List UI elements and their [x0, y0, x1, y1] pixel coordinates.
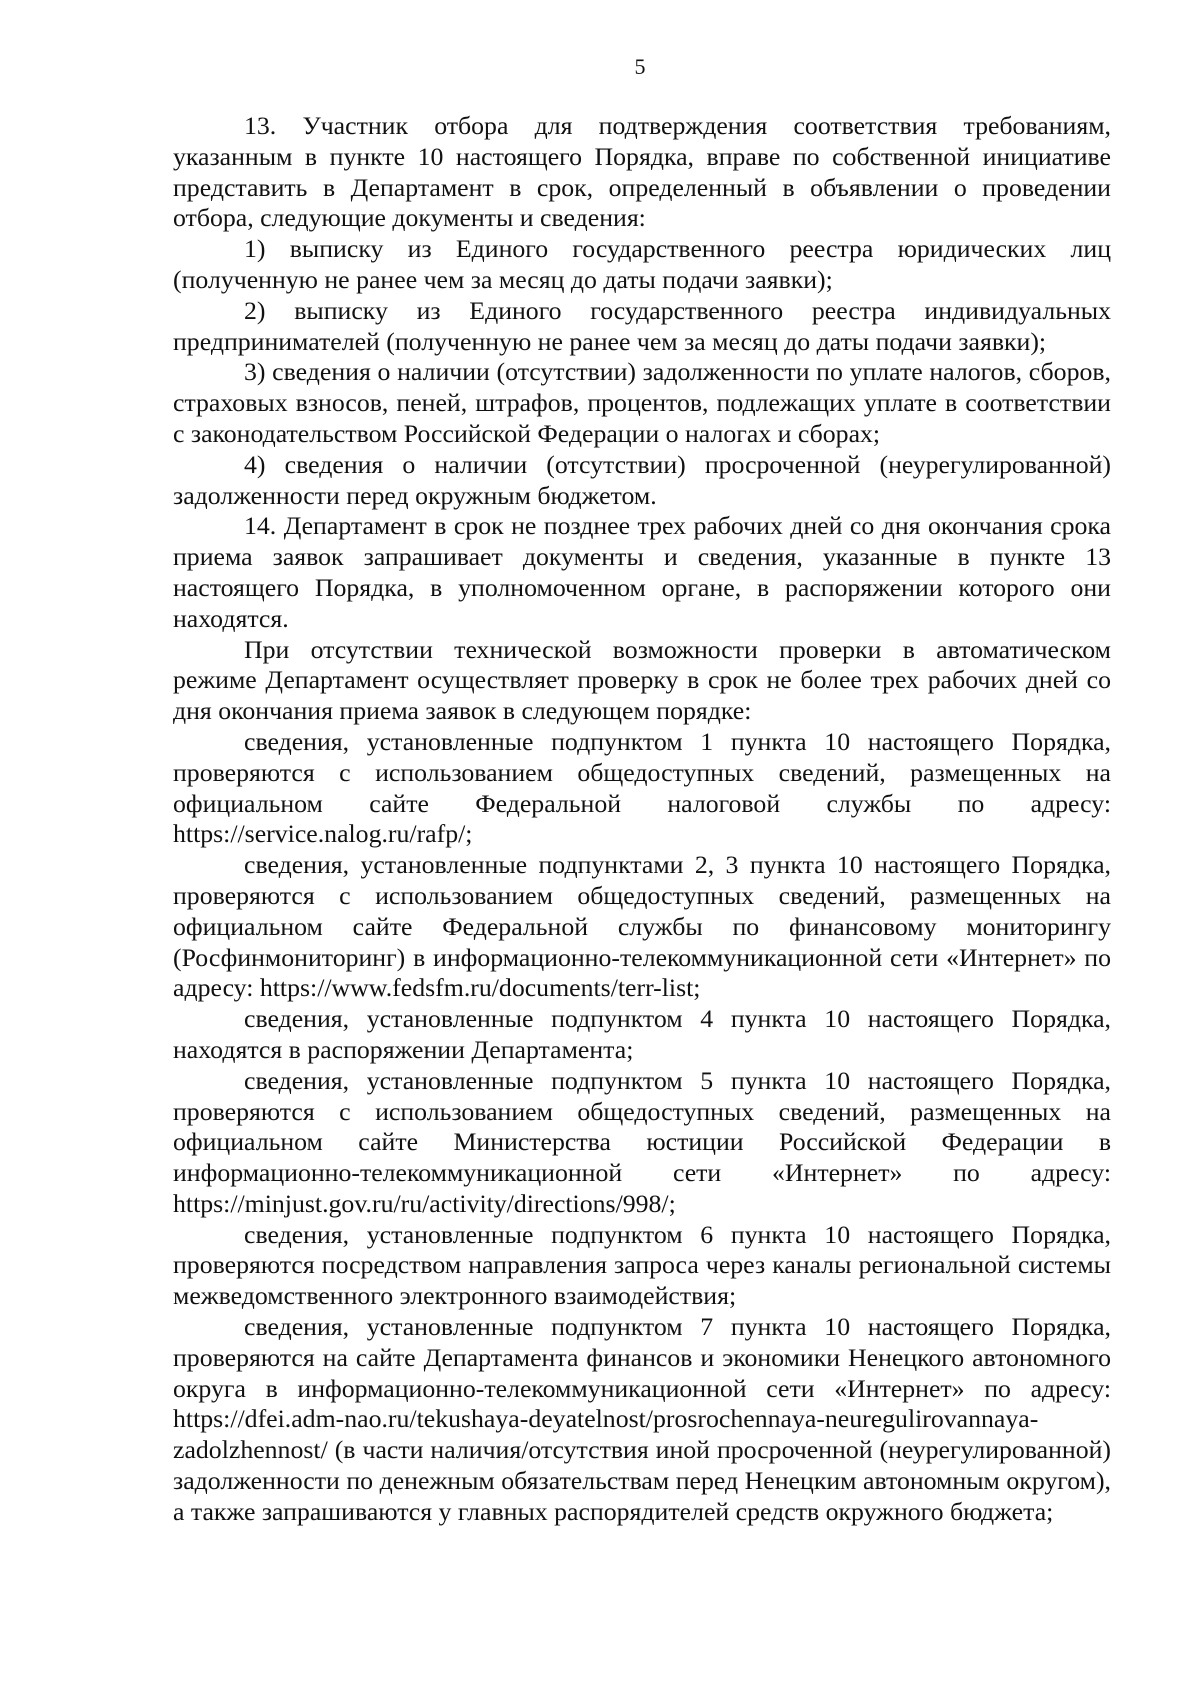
paragraph-13: 13. Участник отбора для подтверждения соответствия требованиям, указанным в пункте 10 настоящего Порядка, вправе по собственной инициативе представить в Департамент в срок, определенный в объявлении о проведении отбора, следующие документы и сведения: — [173, 111, 1111, 233]
paragraph-14-manual-check: При отсутствии технической возможности проверки в автоматическом режиме Департамент осуществляет проверку в срок не более трех рабочих дней со дня окончания приема заявок в следующем порядке: — [173, 634, 1111, 726]
paragraph-check-subitem-7: сведения, установленные подпунктом 7 пункта 10 настоящего Порядка, проверяются на сайте Департамента финансов и экономики Ненецкого автономного округа в информационно-телекоммуникационной сети «Интернет» по адресу: https://dfei.adm-nao.ru/tekushaya-deyatelnost/prosrochennaya-neuregulirovannaya-zadolzhennost/ (в части наличия/отсутствия иной просроченной (неурегулированной) задолженности по денежным обязательствам перед Ненецким автономным округом), а также запрашиваются у главных распорядителей средств окружного бюджета; — [173, 1312, 1111, 1526]
paragraph-13-item-1: 1) выписку из Единого государственного реестра юридических лиц (полученную не ранее чем за месяц до даты подачи заявки); — [173, 234, 1111, 294]
paragraph-13-item-3: 3) сведения о наличии (отсутствии) задолженности по уплате налогов, сборов, страховых взносов, пеней, штрафов, процентов, подлежащих уплате в соответствии с законодательством Российской Федерации о налогах и сборах; — [173, 357, 1111, 448]
paragraph-check-subitem-1: сведения, установленные подпунктом 1 пункта 10 настоящего Порядка, проверяются с использованием общедоступных сведений, размещенных на официальном сайте Федеральной налоговой службы по адресу: https://service.nalog.ru/rafp/; — [173, 726, 1111, 849]
paragraph-13-item-2: 2) выписку из Единого государственного реестра индивидуальных предпринимателей (полученную не ранее чем за месяц до даты подачи заявки); — [173, 295, 1111, 356]
paragraph-check-subitem-6: сведения, установленные подпунктом 6 пункта 10 настоящего Порядка, проверяются посредством направления запроса через каналы региональной системы межведомственного электронного взаимодействия; — [173, 1219, 1111, 1311]
page-number: 5 — [634, 54, 646, 79]
paragraph-check-subitem-4: сведения, установленные подпунктом 4 пункта 10 настоящего Порядка, находятся в распоряжении Департамента; — [173, 1004, 1111, 1064]
paragraph-check-subitem-5: сведения, установленные подпунктом 5 пункта 10 настоящего Порядка, проверяются с использованием общедоступных сведений, размещенных на официальном сайте Министерства юстиции Российской Федерации в информационно-телекоммуникационной сети «Интернет» по адресу: https://minjust.gov.ru/ru/activity/directions/998/; — [173, 1065, 1111, 1218]
paragraph-14: 14. Департамент в срок не позднее трех рабочих дней со дня окончания срока приема заявок запрашивает документы и сведения, указанные в пункте 13 настоящего Порядка, в уполномоченном органе, в распоряжении которого они находятся. — [173, 511, 1111, 633]
paragraph-13-item-4: 4) сведения о наличии (отсутствии) просроченной (неурегулированной) задолженности перед окружным бюджетом. — [173, 449, 1111, 510]
paragraph-check-subitems-2-3: сведения, установленные подпунктами 2, 3 пункта 10 настоящего Порядка, проверяются с использованием общедоступных сведений, размещенных на официальном сайте Федеральной службы по финансовому мониторингу (Росфинмониторинг) в информационно-телекоммуникационной сети «Интернет» по адресу: https://www.fedsfm.ru/documents/terr-list; — [173, 850, 1111, 1003]
document-body — [173, 111, 1111, 1528]
